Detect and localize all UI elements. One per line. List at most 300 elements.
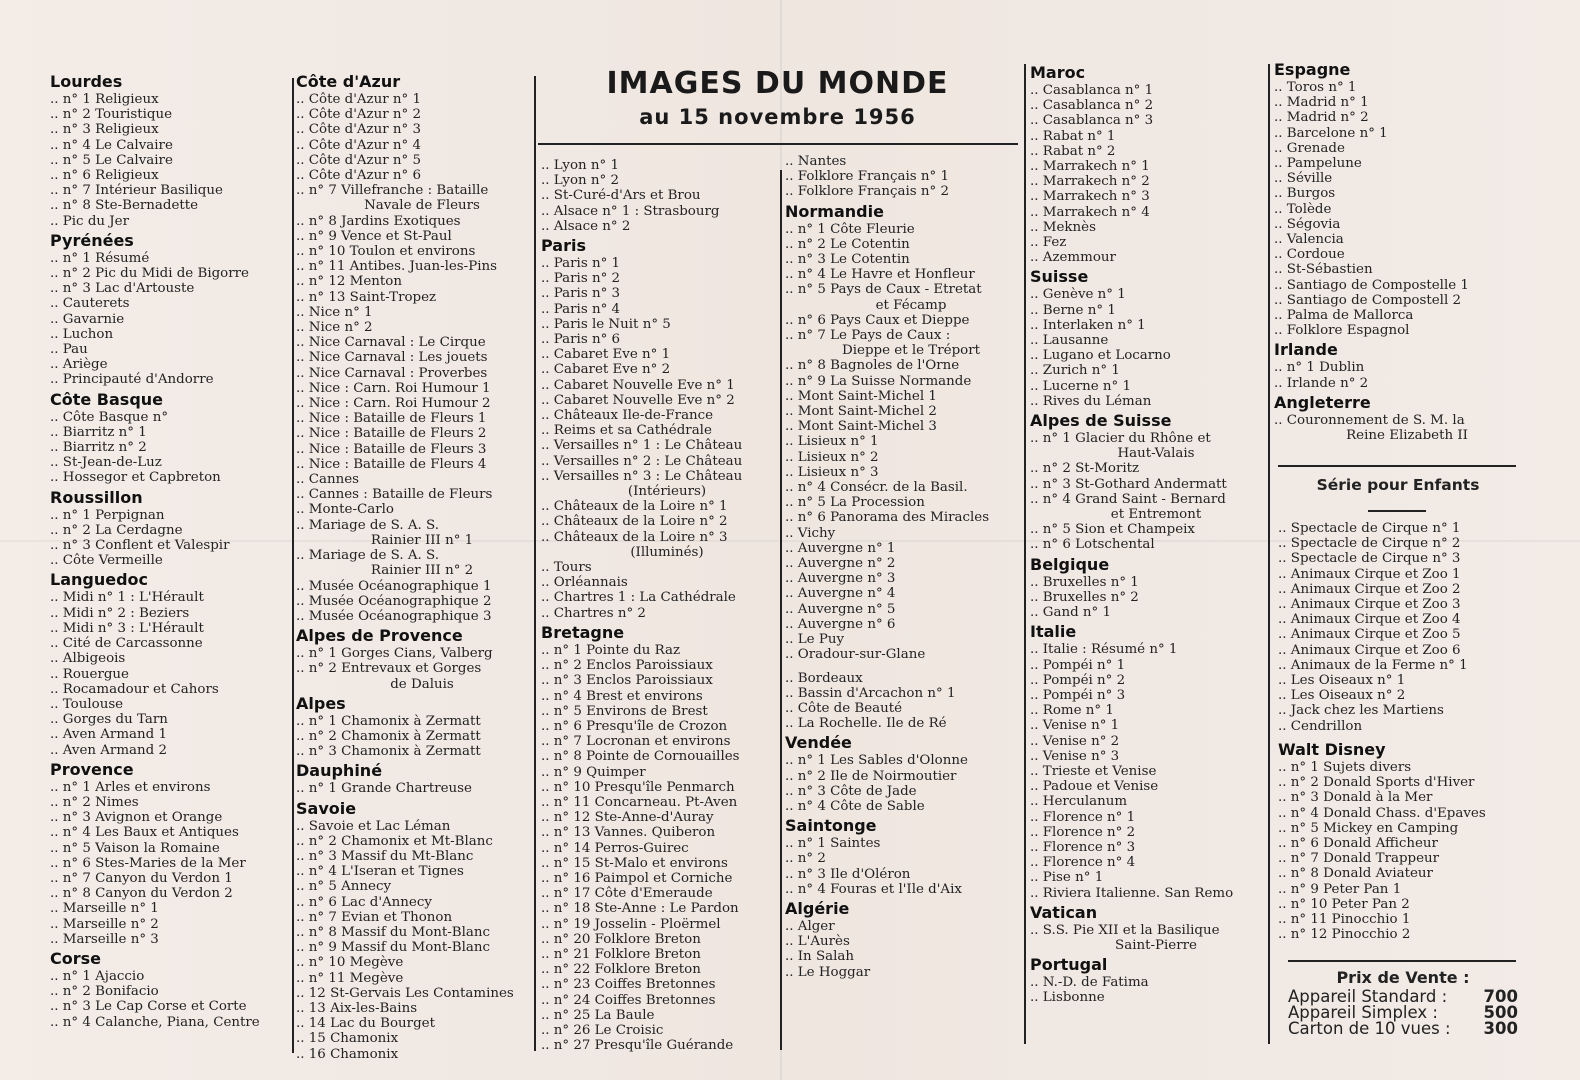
catalog-entry: .. Châteaux Ile-de-France — [541, 408, 714, 424]
catalog-entry: .. n° 12 Ste-Anne-d'Auray — [541, 810, 714, 826]
catalog-entry: .. n° 1 Les Sables d'Olonne — [785, 753, 968, 769]
catalog-entry: .. n° 4 Grand Saint - Bernard — [1030, 491, 1226, 507]
catalog-entry: .. n° 7 Villefranche : Bataille — [296, 183, 489, 199]
catalog-entry: .. Aven Armand 1 — [50, 727, 167, 743]
catalog-entry: Navale de Fleurs — [364, 198, 480, 214]
catalog-entry: .. 12 St-Gervais Les Contamines — [296, 985, 514, 1001]
catalog-entry: .. Casablanca n° 1 — [1030, 83, 1154, 98]
catalog-entry: .. n° 2 Bonifacio — [50, 984, 159, 1000]
catalog-entry: .. n° 5 Sion et Champeix — [1030, 522, 1195, 538]
catalog-entry: .. Hossegor et Capbreton — [50, 470, 221, 486]
catalog-entry: .. Pampelune — [1274, 156, 1362, 172]
catalog-entry: .. n° 3 Donald à la Mer — [1278, 790, 1433, 806]
section-heading: Saintonge — [785, 816, 877, 836]
catalog-entry: .. Gand n° 1 — [1030, 605, 1111, 621]
catalog-entry: .. n° 2 La Cerdagne — [50, 522, 183, 538]
catalog-entry: .. Spectacle de Cirque n° 1 — [1278, 521, 1461, 536]
prix-row-carton — [1288, 1021, 1518, 1037]
catalog-entry: .. n° 5 Le Calvaire — [50, 152, 173, 168]
disney-block — [1278, 738, 1522, 942]
catalog-entry: .. Lisieux n° 1 — [785, 434, 879, 450]
catalog-entry: .. Lucerne n° 1 — [1030, 378, 1132, 394]
column-rule-3 — [780, 170, 782, 1050]
catalog-entry: .. Savoie et Lac Léman — [296, 818, 451, 834]
section-heading: Italie — [1030, 622, 1077, 642]
catalog-entry: .. n° 1 Arles et environs — [50, 779, 211, 795]
catalog-entry: .. n° 3 Côte de Jade — [785, 783, 917, 799]
title-line1: IMAGES DU MONDE — [606, 66, 949, 101]
catalog-entry: .. Mont Saint-Michel 2 — [785, 404, 937, 420]
catalog-entry: et Fécamp — [875, 297, 947, 313]
catalog-entry: .. Pau — [50, 342, 88, 358]
catalog-entry: .. n° 10 Toulon et environs — [296, 244, 476, 260]
catalog-entry: .. Valencia — [1274, 232, 1344, 248]
catalog-entry: .. n° 2 Nimes — [50, 794, 139, 810]
catalog-entry: .. Animaux Cirque et Zoo 2 — [1278, 581, 1461, 597]
catalog-entry: .. Florence n° 1 — [1030, 809, 1136, 825]
catalog-entry: .. Alsace n° 2 — [541, 218, 631, 234]
catalog-entry: .. Folklore Espagnol — [1274, 323, 1410, 339]
catalog-entry: .. Grenade — [1274, 140, 1345, 156]
enfants-top-rule — [1278, 465, 1516, 467]
catalog-entry: .. Bordeaux — [785, 670, 863, 686]
catalog-entry: .. L'Aurès — [785, 934, 850, 950]
section-heading: Bretagne — [541, 622, 625, 642]
section-heading: Corse — [50, 948, 101, 968]
catalog-entry: .. n° 3 Avignon et Orange — [50, 810, 223, 826]
catalog-entry: .. n° 4 Le Calvaire — [50, 137, 173, 153]
catalog-entry: .. Jack chez les Martiens — [1278, 703, 1444, 719]
catalog-entry: .. n° 1 Religieux — [50, 92, 159, 107]
catalog-entry: .. n° 2 St-Moritz — [1030, 461, 1140, 477]
catalog-entry: .. n° 10 Megève — [296, 955, 404, 971]
catalog-entry: .. n° 2 — [785, 851, 826, 867]
title-line2: au 15 novembre 1956 — [639, 105, 916, 129]
enfants-list — [1278, 521, 1522, 734]
catalog-entry: .. Pic du Jer — [50, 213, 129, 229]
catalog-entry: .. n° 8 Ste-Bernadette — [50, 198, 199, 214]
column-rule-4 — [1024, 64, 1026, 1044]
catalog-entry: .. Reims et sa Cathédrale — [541, 423, 712, 439]
catalog-entry: .. n° 12 Pinocchio 2 — [1278, 927, 1411, 943]
catalog-entry: .. n° 7 Evian et Thonon — [296, 909, 453, 925]
catalog-entry: .. Berne n° 1 — [1030, 302, 1116, 318]
catalog-entry: .. n° 7 Donald Trappeur — [1278, 851, 1440, 867]
section-heading: Irlande — [1274, 340, 1338, 360]
catalog-entry: Dieppe et le Tréport — [842, 343, 980, 359]
catalog-entry: .. Auvergne n° 3 — [785, 571, 896, 587]
catalog-entry: .. Alger — [785, 918, 835, 934]
catalog-entry: .. Biarritz n° 2 — [50, 440, 147, 456]
catalog-entry: .. n° 1 Gorges Cians, Valberg — [296, 646, 493, 662]
catalog-entry: .. n° 4 L'Iseran et Tignes — [296, 864, 464, 880]
catalog-entry: .. Venise n° 2 — [1030, 733, 1120, 749]
catalog-entry: .. n° 2 Enclos Paroissiaux — [541, 658, 713, 674]
catalog-entry: .. Zurich n° 1 — [1030, 363, 1120, 379]
catalog-entry: .. Albigeois — [50, 651, 126, 667]
enfants-block — [1276, 476, 1520, 494]
catalog-entry: .. Nice Carnaval : Le Cirque — [296, 335, 486, 351]
catalog-entry: .. n° 26 Le Croisic — [541, 1022, 664, 1038]
catalog-entry: .. Toros n° 1 — [1274, 80, 1357, 95]
catalog-entry: .. n° 2 Pic du Midi de Bigorre — [50, 266, 249, 282]
catalog-entry: .. Châteaux de la Loire n° 2 — [541, 514, 728, 530]
catalog-entry: .. Le Hoggar — [785, 964, 871, 980]
catalog-entry: .. Irlande n° 2 — [1274, 375, 1369, 391]
section-heading: Alpes — [296, 693, 346, 713]
catalog-entry: .. n° 7 Canyon du Verdon 1 — [50, 870, 233, 886]
catalog-entry: .. n° 19 Josselin - Ploërmel — [541, 916, 721, 932]
catalog-entry: .. Bruxelles n° 1 — [1030, 574, 1139, 590]
catalog-entry: .. Gorges du Tarn — [50, 712, 168, 728]
catalog-entry: .. Paris n° 1 — [541, 256, 621, 272]
catalog-entry: .. n° 6 Panorama des Miracles — [785, 510, 990, 526]
section-heading: Espagne — [1274, 60, 1351, 79]
catalog-entry: .. Spectacle de Cirque n° 2 — [1278, 536, 1461, 552]
prix-value: 700 — [1483, 987, 1518, 1006]
catalog-entry: .. n° 1 Grande Chartreuse — [296, 781, 472, 797]
catalog-entry: .. n° 4 Les Baux et Antiques — [50, 825, 239, 841]
prix-label: Appareil Simplex : — [1288, 1003, 1438, 1022]
catalog-entry: .. Côte d'Azur n° 6 — [296, 168, 421, 184]
catalog-entry: .. N.-D. de Fatima — [1030, 975, 1149, 991]
catalog-entry: .. Cannes — [296, 472, 360, 488]
catalog-entry: .. n° 1 Côte Fleurie — [785, 221, 915, 237]
catalog-entry: .. Nice : Bataille de Fleurs 1 — [296, 411, 487, 427]
catalog-entry: .. Nice : Bataille de Fleurs 2 — [296, 426, 487, 442]
catalog-entry: .. Côte d'Azur n° 4 — [296, 137, 421, 153]
catalog-entry: .. Marseille n° 3 — [50, 931, 159, 947]
section-heading: Roussillon — [50, 487, 143, 507]
catalog-entry: .. Cordoue — [1274, 247, 1345, 263]
catalog-entry: .. n° 11 Megève — [296, 970, 404, 986]
catalog-entry: .. Toulouse — [50, 696, 124, 712]
catalog-entry: .. Chartres 1 : La Cathédrale — [541, 590, 736, 606]
catalog-entry: .. Oradour-sur-Glane — [785, 647, 926, 663]
catalog-entry: .. Marrakech n° 1 — [1030, 159, 1150, 175]
catalog-entry: .. n° 2 Chamonix et Mt-Blanc — [296, 833, 493, 849]
catalog-entry: .. n° 3 Massif du Mt-Blanc — [296, 848, 474, 864]
catalog-entry: .. n° 14 Perros-Guirec — [541, 840, 689, 856]
catalog-entry: .. Côte Basque n° — [50, 409, 169, 425]
catalog-entry: .. n° 21 Folklore Breton — [541, 946, 701, 962]
catalog-entry: .. Animaux Cirque et Zoo 4 — [1278, 612, 1461, 628]
catalog-entry: .. In Salah — [785, 949, 854, 965]
section-heading: Belgique — [1030, 554, 1110, 574]
catalog-entry: .. n° 4 Le Havre et Honfleur — [785, 267, 975, 283]
catalog-entry: .. n° 1 Perpignan — [50, 507, 165, 523]
catalog-entry: .. Italie : Résumé n° 1 — [1030, 642, 1178, 658]
prix-top-rule — [1288, 960, 1516, 962]
catalog-entry: .. n° 2 Donald Sports d'Hiver — [1278, 775, 1475, 791]
catalog-entry: .. Marrakech n° 3 — [1030, 189, 1150, 205]
catalog-entry: .. 13 Aix-les-Bains — [296, 1000, 418, 1016]
catalog-entry: .. Paris le Nuit n° 5 — [541, 316, 671, 332]
catalog-entry: .. Chartres n° 2 — [541, 605, 646, 621]
catalog-entry: .. Santiago de Compostell 2 — [1274, 292, 1461, 308]
catalog-entry: .. Auvergne n° 6 — [785, 616, 896, 632]
catalog-entry: .. Cabaret Nouvelle Eve n° 2 — [541, 392, 735, 408]
catalog-entry: .. Rome n° 1 — [1030, 703, 1114, 719]
catalog-entry: .. n° 22 Folklore Breton — [541, 962, 701, 978]
catalog-entry: .. Pompéi n° 3 — [1030, 687, 1126, 703]
catalog-entry: .. Auvergne n° 1 — [785, 540, 896, 556]
catalog-entry: .. n° 1 Résumé — [50, 250, 150, 266]
catalog-entry: .. n° 7 Locronan et environs — [541, 734, 731, 750]
catalog-entry: Rainier III n° 2 — [370, 563, 474, 579]
section-heading: Alpes de Provence — [296, 626, 463, 646]
catalog-entry: .. Padoue et Venise — [1030, 779, 1159, 795]
catalog-entry: .. Lisbonne — [1030, 990, 1105, 1006]
catalog-entry: .. Pompéi n° 2 — [1030, 672, 1126, 688]
catalog-entry: .. Auvergne n° 5 — [785, 601, 896, 617]
catalog-entry: .. Tours — [541, 560, 592, 576]
catalog-entry: .. 14 Lac du Bourget — [296, 1016, 435, 1032]
catalog-entry: .. n° 3 Religieux — [50, 122, 159, 138]
catalog-entry: .. n° 25 La Baule — [541, 1007, 655, 1023]
catalog-entry: .. n° 4 Côte de Sable — [785, 798, 925, 814]
catalog-entry: .. Florence n° 2 — [1030, 824, 1136, 840]
catalog-entry: .. n° 8 Canyon du Verdon 2 — [50, 886, 233, 902]
section-heading: Dauphiné — [296, 761, 383, 781]
catalog-entry: .. Versailles n° 2 : Le Château — [541, 453, 743, 469]
catalog-entry: .. Lisieux n° 2 — [785, 449, 879, 465]
catalog-entry: .. n° 16 Paimpol et Corniche — [541, 870, 733, 886]
catalog-entry: .. n° 18 Ste-Anne : Le Pardon — [541, 901, 739, 917]
catalog-entry: .. n° 3 Conflent et Valespir — [50, 538, 230, 554]
catalog-entry: .. Monte-Carlo — [296, 502, 394, 518]
section-heading: Walt Disney — [1278, 740, 1386, 759]
catalog-entry: .. Ariège — [50, 357, 108, 373]
catalog-entry: .. Rocamadour et Cahors — [50, 681, 219, 697]
catalog-entry: .. Lugano et Locarno — [1030, 348, 1171, 364]
catalog-entry: .. Riviera Italienne. San Remo — [1030, 885, 1234, 901]
catalog-entry: .. n° 4 Fouras et l'Ile d'Aix — [785, 881, 962, 897]
catalog-entry: .. Barcelone n° 1 — [1274, 125, 1388, 141]
prix-heading: Prix de Vente : — [1336, 968, 1470, 987]
prix-value: 500 — [1483, 1003, 1518, 1022]
catalog-entry: .. Châteaux de la Loire n° 3 — [541, 529, 728, 545]
prix-label: Appareil Standard : — [1288, 987, 1448, 1006]
catalog-entry: .. Paris n° 4 — [541, 301, 621, 317]
catalog-entry: .. Côte d'Azur n° 1 — [296, 92, 421, 107]
section-heading: Languedoc — [50, 570, 149, 590]
section-heading: Provence — [50, 759, 134, 779]
catalog-title — [540, 66, 1015, 132]
catalog-entry: .. La Rochelle. Ile de Ré — [785, 716, 947, 732]
catalog-entry: .. Les Oiseaux n° 2 — [1278, 688, 1406, 704]
catalog-entry: .. Côte d'Azur n° 5 — [296, 152, 421, 168]
catalog-entry: .. Casablanca n° 2 — [1030, 98, 1154, 114]
prix-block — [1288, 968, 1518, 1037]
catalog-entry: de Daluis — [390, 676, 454, 692]
catalog-entry: .. Auvergne n° 2 — [785, 556, 896, 572]
catalog-entry: .. Marrakech n° 2 — [1030, 174, 1150, 190]
catalog-entry: .. Nice : Bataille de Fleurs 3 — [296, 441, 487, 457]
catalog-entry: .. Pompéi n° 1 — [1030, 657, 1126, 673]
catalog-entry: .. Côte d'Azur n° 2 — [296, 107, 421, 123]
catalog-entry: .. Paris n° 2 — [541, 271, 621, 287]
catalog-entry: .. Nantes — [785, 154, 847, 169]
catalog-entry: .. Musée Océanographique 1 — [296, 578, 492, 594]
catalog-entry: .. Pise n° 1 — [1030, 870, 1104, 886]
column-2 — [296, 70, 532, 1062]
catalog-entry: .. St-Curé-d'Ars et Brou — [541, 188, 701, 204]
catalog-entry: .. n° 3 Enclos Paroissiaux — [541, 673, 713, 689]
prix-value: 300 — [1483, 1019, 1518, 1038]
catalog-entry: .. n° 5 La Procession — [785, 495, 925, 511]
catalog-entry: .. Cabaret Eve n° 1 — [541, 347, 671, 363]
catalog-entry: .. Animaux Cirque et Zoo 6 — [1278, 642, 1461, 658]
catalog-entry: .. Venise n° 1 — [1030, 718, 1120, 734]
catalog-entry: Saint-Pierre — [1115, 937, 1197, 953]
catalog-entry: .. Lyon n° 1 — [541, 158, 620, 173]
catalog-entry: .. Luchon — [50, 326, 114, 342]
catalog-entry: .. Couronnement de S. M. la — [1274, 412, 1465, 428]
catalog-entry: .. Paris n° 6 — [541, 332, 621, 348]
catalog-entry: .. n° 20 Folklore Breton — [541, 931, 701, 947]
catalog-entry: .. n° 3 Lac d'Artouste — [50, 281, 195, 297]
catalog-entry: .. Cabaret Eve n° 2 — [541, 362, 671, 378]
catalog-entry: .. n° 11 Pinocchio 1 — [1278, 912, 1411, 928]
catalog-entry: .. n° 7 Intérieur Basilique — [50, 183, 223, 199]
catalog-entry: .. n° 4 Calanche, Piana, Centre — [50, 1014, 260, 1030]
catalog-entry: .. Nice : Bataille de Fleurs 4 — [296, 456, 487, 472]
catalog-entry: .. n° 8 Massif du Mont-Blanc — [296, 924, 491, 940]
catalog-entry: .. n° 1 Saintes — [785, 836, 881, 852]
catalog-entry: .. Animaux Cirque et Zoo 5 — [1278, 627, 1461, 643]
catalog-entry: .. Lausanne — [1030, 333, 1109, 349]
catalog-entry: .. Lyon n° 2 — [541, 173, 620, 189]
catalog-entry: .. Cité de Carcassonne — [50, 636, 203, 652]
catalog-entry: .. n° 1 Pointe du Raz — [541, 642, 680, 658]
catalog-entry: .. n° 1 Ajaccio — [50, 968, 145, 984]
catalog-entry: .. n° 23 Coiffes Bretonnes — [541, 977, 716, 993]
catalog-entry: .. Rabat n° 2 — [1030, 143, 1116, 159]
catalog-entry: .. Côte Vermeille — [50, 553, 163, 569]
prix-label: Carton de 10 vues : — [1288, 1019, 1451, 1038]
section-heading: Savoie — [296, 798, 357, 818]
catalog-entry: .. Auvergne n° 4 — [785, 586, 896, 602]
catalog-entry: .. Nice Carnaval : Les jouets — [296, 350, 488, 366]
catalog-entry: .. Mont Saint-Michel 3 — [785, 419, 937, 435]
catalog-entry: .. Meknès — [1030, 219, 1096, 235]
catalog-entry: .. Mont Saint-Michel 1 — [785, 388, 937, 404]
catalog-entry: .. S.S. Pie XII et la Basilique — [1030, 922, 1220, 938]
catalog-entry: .. Cauterets — [50, 296, 130, 312]
catalog-entry: .. n° 9 Quimper — [541, 764, 646, 780]
catalog-entry: .. Cabaret Nouvelle Eve n° 1 — [541, 377, 735, 393]
catalog-entry: .. Animaux Cirque et Zoo 3 — [1278, 597, 1461, 613]
catalog-entry: .. n° 9 Massif du Mont-Blanc — [296, 940, 491, 956]
section-heading: Alpes de Suisse — [1030, 411, 1172, 431]
catalog-entry: .. Côte d'Azur n° 3 — [296, 122, 421, 138]
catalog-entry: .. n° 6 Pays Caux et Dieppe — [785, 312, 970, 328]
enfants-under-rule — [1368, 510, 1426, 512]
catalog-entry: .. Nice : Carn. Roi Humour 2 — [296, 396, 491, 412]
column-6 — [1274, 58, 1524, 443]
catalog-entry: (Intérieurs) — [627, 484, 707, 500]
catalog-entry: .. St-Sébastien — [1274, 262, 1373, 278]
catalog-entry: .. Nice Carnaval : Proverbes — [296, 365, 488, 381]
catalog-entry: .. Animaux de la Ferme n° 1 — [1278, 657, 1468, 673]
catalog-entry: .. Les Oiseaux n° 1 — [1278, 673, 1406, 689]
catalog-entry: .. Florence n° 3 — [1030, 839, 1136, 855]
catalog-entry: .. Folklore Français n° 1 — [785, 169, 950, 185]
catalog-entry: et Entremont — [1110, 507, 1202, 523]
catalog-entry — [785, 663, 1021, 671]
catalog-entry: .. Spectacle de Cirque n° 3 — [1278, 551, 1461, 567]
catalog-entry: .. Genève n° 1 — [1030, 287, 1126, 303]
column-5 — [1030, 61, 1266, 1006]
catalog-entry: .. Musée Océanographique 3 — [296, 608, 492, 624]
catalog-entry: .. n° 13 Vannes. Quiberon — [541, 825, 716, 841]
catalog-entry: .. n° 3 Le Cap Corse et Corte — [50, 999, 247, 1015]
catalog-entry: .. Alsace n° 1 : Strasbourg — [541, 203, 720, 219]
catalog-entry: Haut-Valais — [1117, 446, 1195, 462]
catalog-entry: .. Venise n° 3 — [1030, 748, 1120, 764]
catalog-entry: .. 15 Chamonix — [296, 1031, 399, 1047]
catalog-entry: .. n° 4 Brest et environs — [541, 688, 703, 704]
catalog-entry: .. Le Puy — [785, 632, 845, 648]
catalog-entry: .. Marseille n° 1 — [50, 901, 159, 917]
section-heading: Côte d'Azur — [296, 72, 401, 91]
title-rule — [538, 143, 1018, 145]
catalog-entry: .. n° 24 Coiffes Bretonnes — [541, 992, 716, 1008]
section-heading: Suisse — [1030, 267, 1089, 287]
catalog-entry: .. Orléannais — [541, 575, 628, 591]
catalog-entry: .. n° 5 Environs de Brest — [541, 703, 708, 719]
catalog-entry: .. n° 6 Donald Afficheur — [1278, 836, 1438, 852]
catalog-entry: .. n° 10 Peter Pan 2 — [1278, 896, 1410, 912]
catalog-entry: .. Versailles n° 1 : Le Château — [541, 438, 743, 454]
catalog-entry: .. n° 5 Vaison la Romaine — [50, 840, 220, 856]
catalog-entry: .. Bruxelles n° 2 — [1030, 589, 1139, 605]
section-heading: Algérie — [785, 898, 850, 918]
catalog-entry: .. Cendrillon — [1278, 718, 1363, 734]
catalog-entry: .. Midi n° 1 : L'Hérault — [50, 590, 204, 606]
column-rule-1 — [292, 78, 294, 1053]
catalog-entry: .. n° 3 St-Gothard Andermatt — [1030, 476, 1227, 492]
catalog-entry: .. n° 27 Presqu'île Guérande — [541, 1038, 734, 1054]
catalog-entry: .. Cannes : Bataille de Fleurs — [296, 487, 493, 503]
catalog-entry: .. n° 1 Sujets divers — [1278, 760, 1412, 775]
catalog-entry: .. n° 8 Bagnoles de l'Orne — [785, 358, 960, 374]
catalog-entry: .. n° 6 Religieux — [50, 168, 159, 184]
catalog-entry: .. n° 11 Concarneau. Pt-Aven — [541, 794, 738, 810]
catalog-entry: .. Nice n° 1 — [296, 304, 373, 320]
catalog-entry: .. n° 8 Jardins Exotiques — [296, 213, 461, 229]
catalog-entry: .. n° 8 Pointe de Cornouailles — [541, 749, 740, 765]
catalog-entry: .. Ségovia — [1274, 216, 1341, 232]
catalog-entry: .. Bassin d'Arcachon n° 1 — [785, 685, 956, 701]
catalog-entry: .. Lisieux n° 3 — [785, 464, 879, 480]
catalog-entry: .. Rives du Léman — [1030, 393, 1152, 409]
catalog-entry: .. n° 15 St-Malo et environs — [541, 855, 728, 871]
column-3 — [541, 158, 777, 1053]
catalog-entry: .. n° 17 Côte d'Emeraude — [541, 886, 713, 902]
catalog-entry: .. n° 6 Lac d'Annecy — [296, 894, 432, 910]
catalog-entry: .. n° 9 Peter Pan 1 — [1278, 881, 1402, 897]
catalog-entry: .. Vichy — [785, 525, 836, 541]
catalog-entry: .. St-Jean-de-Luz — [50, 455, 162, 471]
catalog-entry: .. Châteaux de la Loire n° 1 — [541, 499, 728, 515]
catalog-entry: .. Casablanca n° 3 — [1030, 113, 1154, 129]
catalog-entry: .. Paris n° 3 — [541, 286, 621, 302]
catalog-entry: .. n° 4 Donald Chass. d'Epaves — [1278, 805, 1486, 821]
catalog-entry: .. n° 6 Stes-Maries de la Mer — [50, 855, 246, 871]
catalog-entry: .. Santiago de Compostelle 1 — [1274, 277, 1469, 293]
